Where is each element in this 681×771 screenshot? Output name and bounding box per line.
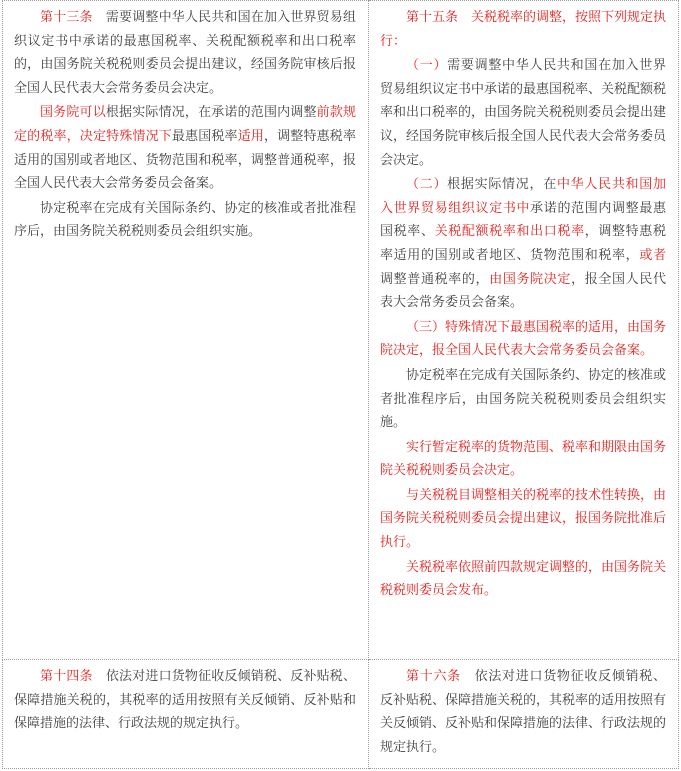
highlighted-text: 前款规定的税率，决定特殊情况下 — [14, 105, 356, 144]
text-segment: 最惠国税率 — [171, 128, 238, 144]
text-segment: 根据实际情况，在承诺的范围内调整 — [105, 105, 317, 121]
cell-article-13 — [3, 1, 369, 660]
highlighted-text: 关税配额税率和出口税率 — [434, 224, 585, 240]
paragraph — [14, 197, 356, 244]
paragraph — [380, 316, 666, 363]
paragraph — [380, 556, 666, 603]
highlighted-text: 中华人民共和国加入世界贸易组织议定书中 — [380, 177, 666, 216]
text-segment: 协定税率在完成有关国际条约、协定的核准或者批准程序后，由国务院关税税则委员会组织实施。 — [380, 367, 667, 431]
text-segment: ，调整特惠税率适用的国别或者地区、货物范围和税率， — [380, 224, 666, 263]
paragraph — [380, 665, 666, 759]
text-segment: 根据实际情况，在 — [447, 177, 557, 193]
paragraph — [380, 364, 666, 435]
highlighted-text: 或者 — [639, 247, 666, 263]
text-segment: ，调整特惠税率适用的国别或者地区、货物范围和税率，调整普通税率，报全国人民代表大会常务委员会备案。 — [14, 128, 356, 192]
highlighted-text: （一） — [406, 58, 448, 74]
text-segment: 需要调整中华人民共和国在加入世界贸易组织议定书中承诺的最惠国税率、关税配额税率和出口税率的，由国务院关税税则委员会提出建议，经国务院审核后报全国人民代表大会常务委员会决定。 — [14, 10, 356, 96]
cell-article-15 — [369, 1, 679, 660]
highlighted-text: 国务院可以 — [40, 105, 106, 121]
highlighted-text: 与关税税目调整相关的税率的技术性转换，由国务院关税税则委员会提出建议，报国务院批准后执行。 — [380, 487, 667, 551]
text-segment: 承诺的范围内调整最惠国税率、 — [380, 200, 666, 240]
paragraph — [380, 484, 666, 555]
law-comparison-table — [2, 0, 679, 769]
paragraph — [380, 173, 666, 315]
cell-article-14 — [3, 660, 369, 769]
highlighted-text: 实行暂定税率的货物范围、税率和期限由国务院关税税则委员会决定。 — [380, 439, 667, 479]
paragraph — [380, 436, 666, 483]
highlighted-text: 适用 — [237, 128, 265, 144]
highlighted-text: 关税税率依照前四款规定调整的，由国务院关税税则委员会发布。 — [380, 559, 667, 599]
highlighted-text: （三）特殊情况下最惠国税率的适用，由国务院决定，报全国人民代表大会常务委员会备案。 — [380, 319, 667, 359]
table-row — [3, 660, 679, 769]
paragraph — [14, 6, 356, 100]
highlighted-text: 第十六条 — [406, 669, 461, 684]
text-segment: 协定税率在完成有关国际条约、协定的核准或者批准程序后，由国务院关税税则委员会组织实施。 — [14, 200, 356, 240]
text-segment: 需要调整中华人民共和国在加入世界贸易组织议定书中承诺的最惠国税率、关税配额税率和出口税率的，由国务院关税税则委员会提出建议，经国务院审核后报全国人民代表大会常务委员会决定。 — [380, 58, 667, 168]
text-segment: 依法对进口货物征收反倾销税、反补贴税、保障措施关税的，其税率的适用按照有关反倾销、反补贴和保障措施的法律、行政法规的规定执行。 — [380, 669, 667, 755]
table-row — [3, 1, 679, 660]
cell-article-16 — [369, 660, 679, 769]
highlighted-text: （二） — [406, 177, 448, 193]
highlighted-text: 第十三条 — [40, 10, 93, 25]
highlighted-text: 由国务院决定 — [489, 271, 572, 287]
paragraph — [380, 6, 666, 53]
paragraph — [14, 665, 356, 736]
highlighted-text: 第十四条 — [40, 669, 93, 684]
text-segment: 调整普通税率的， — [380, 271, 490, 287]
paragraph — [380, 54, 666, 172]
text-segment: ，报全国人民代表大会常务委员会备案。 — [380, 271, 666, 311]
paragraph — [14, 101, 356, 195]
highlighted-text: 第十五条 关税税率的调整，按照下列规定执行： — [380, 10, 667, 49]
text-segment: 依法对进口货物征收反倾销税、反补贴税、保障措施关税的，其税率的适用按照有关反倾销、反补贴和保障措施的法律、行政法规的规定执行。 — [14, 669, 356, 732]
